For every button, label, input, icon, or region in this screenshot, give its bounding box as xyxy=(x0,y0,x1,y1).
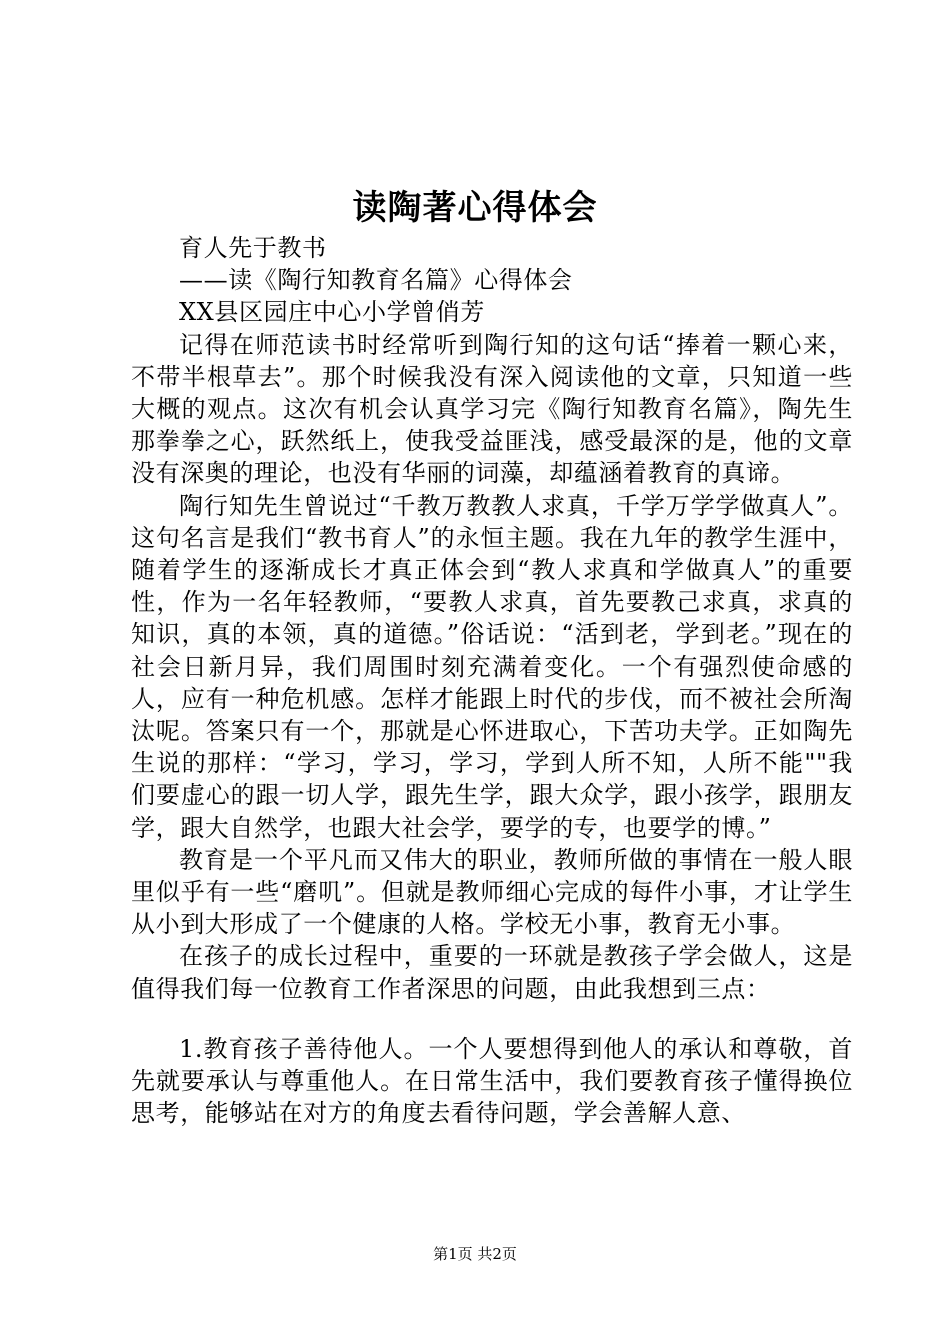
paragraph-2: 陶行知先生曾说过“千教万教教人求真，千学万学学做真人”。这句名言是我们“教书育人”的永恒主题。我在九年的教学生涯中，随着学生的逐渐成长才真正体会到“教人求真和学做真人”的重要性，作为一名年轻教师，“要教人求真，首先要教己求真，求真的知识，真的本领，真的道德。”俗话说：“活到老，学到老。”现在的社会日新月异，我们周围时刻充满着变化。一个有强烈使命感的人，应有一种危机感。怎样才能跟上时代的步伐，而不被社会所淘汰呢。答案只有一个，那就是心怀进取心，下苦功夫学。正如陶先生说的那样：“学习，学习，学习，学到人所不知，人所不能""我们要虚心的跟一切人学，跟先生学，跟大众学，跟小孩学，跟朋友学，跟大自然学，也跟大社会学，要学的专，也要学的博。” xyxy=(131,491,853,842)
subtitle-2: ——读《陶行知教育名篇》心得体会 xyxy=(179,266,573,295)
paragraph-1: 记得在师范读书时经常听到陶行知的这句话“捧着一颗心来，不带半根草去”。那个时候我没有深入阅读他的文章，只知道一些大概的观点。这次有机会认真学习完《陶行知教育名篇》，陶先生那拳拳之心，跃然纸上，使我受益匪浅，感受最深的是，他的文章没有深奥的理论，也没有华丽的词藻，却蕴涵着教育的真谛。 xyxy=(131,330,853,488)
paragraph-gap xyxy=(131,1005,853,1033)
paragraph-5: 1.教育孩子善待他人。一个人要想得到他人的承认和尊敬，首先就要承认与尊重他人。在日常生活中，我们要教育孩子懂得换位思考，能够站在对方的角度去看待问题，学会善解人意、 xyxy=(131,1034,853,1128)
document-body xyxy=(131,232,853,1129)
document-title: 读陶著心得体会 xyxy=(352,188,598,228)
subtitle-1: 育人先于教书 xyxy=(179,234,327,262)
page-footer: 第1页 共2页 xyxy=(433,1245,517,1263)
paragraph-3: 教育是一个平凡而又伟大的职业，教师所做的事情在一般人眼里似乎有一些“磨叽”。但就是教师细心完成的每件小事，才让学生从小到大形成了一个健康的人格。学校无小事，教育无小事。 xyxy=(131,845,853,939)
paragraph-4: 在孩子的成长过程中，重要的一环就是教孩子学会做人，这是值得我们每一位教育工作者深思的问题，由此我想到三点： xyxy=(131,942,853,1003)
author-line: XX县区园庄中心小学曾俏芳 xyxy=(179,298,485,327)
